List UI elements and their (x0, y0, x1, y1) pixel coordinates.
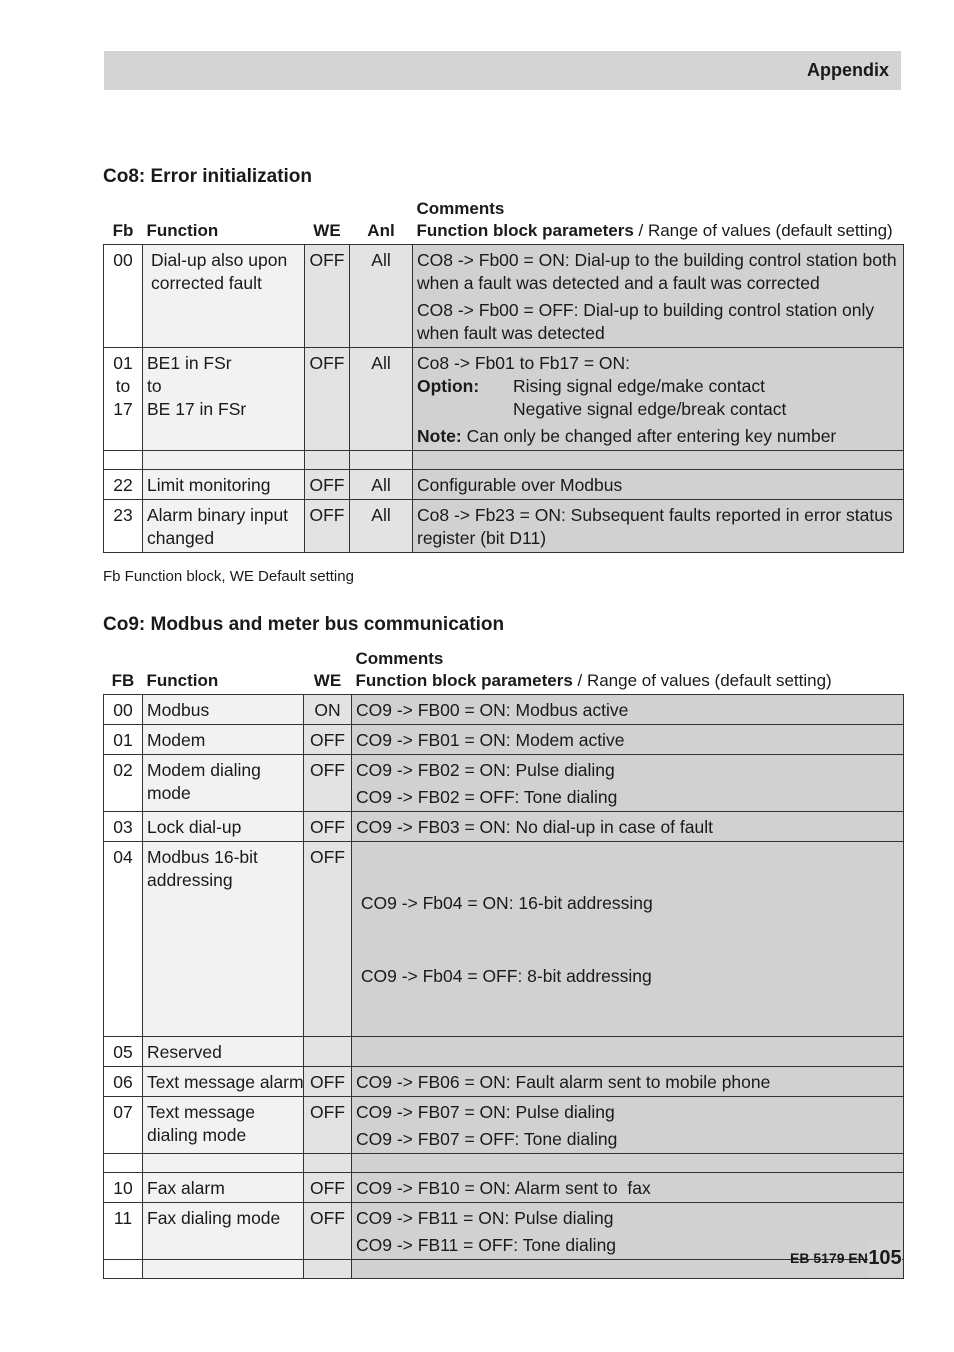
comment-cell (352, 842, 904, 1037)
table-row (104, 500, 904, 553)
comment-main: Co8 -> Fb01 to Fb17 = ON: (417, 353, 631, 373)
comment-off: CO9 -> FB07 = OFF: Tone dialing (356, 1129, 618, 1149)
co8-header-fbp: Function block parameters (416, 221, 634, 240)
co9-header-fb: FB (111, 671, 135, 690)
comment-on: CO9 -> FB02 = ON: Pulse dialing (356, 760, 615, 780)
function-cell: Text message dialing mode (143, 1097, 304, 1154)
we-cell: OFF (304, 1173, 352, 1203)
we-cell: OFF (305, 245, 350, 348)
we-cell: OFF (304, 1203, 352, 1260)
we-cell: OFF (304, 1097, 352, 1154)
section-header-title: Appendix (806, 60, 889, 80)
table-row (104, 245, 904, 348)
anl-cell: All (350, 500, 413, 553)
we-cell: ON (304, 695, 352, 725)
comment-off: CO9 -> FB02 = OFF: Tone dialing (356, 787, 618, 807)
we-cell: OFF (305, 470, 350, 500)
anl-cell: All (350, 348, 413, 451)
function-cell (143, 348, 305, 451)
co8-header-comments-label: Comments (416, 199, 505, 218)
table-row (104, 1037, 904, 1067)
co9-header-range: / Range of values (default setting) (572, 671, 832, 690)
option-value-2: Negative signal edge/break contact (513, 399, 787, 419)
table-row (104, 695, 904, 725)
page-number: 105 (868, 1240, 902, 1276)
function-cell: Fax alarm (143, 1173, 304, 1203)
comment-cell: CO9 -> FB00 = ON: Modbus active (352, 695, 904, 725)
fb-start: 01 (113, 353, 133, 373)
co8-table (103, 198, 904, 553)
anl-cell: All (350, 470, 413, 500)
co9-header-fbp: Function block parameters (355, 671, 573, 690)
table-row-empty (104, 1260, 904, 1279)
fb-cell: 05 (104, 1037, 143, 1067)
option-value-1: Rising signal edge/make contact (513, 376, 765, 396)
co8-header-row (104, 198, 904, 245)
fb-cell: 03 (104, 812, 143, 842)
we-cell: OFF (305, 500, 350, 553)
function-end: BE 17 in FSr (147, 399, 247, 419)
co9-header-comments-label: Comments (355, 649, 444, 668)
we-cell: OFF (304, 812, 352, 842)
comment-on: CO9 -> FB07 = ON: Pulse dialing (356, 1102, 615, 1122)
comment-cell (413, 348, 904, 451)
comment-cell (352, 1037, 904, 1067)
comment-on: CO9 -> Fb04 = ON: 16-bit addressing (356, 893, 653, 913)
comment-on: CO8 -> Fb00 = ON: Dial-up to the building control station both when a fault was detected and a fault was corrected (417, 250, 897, 293)
table-row (104, 755, 904, 812)
document-id: EB 5179 EN (790, 1250, 868, 1266)
fb-cell: 00 (104, 695, 143, 725)
option-label: Option: (417, 376, 480, 396)
fb-cell: 10 (104, 1173, 143, 1203)
co8-title: Co8: Error initialization (103, 166, 313, 187)
function-to: to (147, 376, 162, 396)
fb-cell: 11 (104, 1203, 143, 1260)
fb-cell: 07 (104, 1097, 143, 1154)
comment-cell: CO9 -> FB06 = ON: Fault alarm sent to mobile phone (352, 1067, 904, 1097)
function-cell: Modbus (143, 695, 304, 725)
table-row (104, 842, 904, 1037)
fb-cell: 22 (104, 470, 143, 500)
fb-cell: 01 (104, 725, 143, 755)
note (417, 425, 899, 448)
fb-to: to (115, 376, 131, 396)
co8-footnote: Fb Function block, WE Default setting (103, 568, 354, 585)
comment-cell (352, 1097, 904, 1154)
table-row (104, 348, 904, 451)
co9-header-function: Function (146, 671, 219, 690)
co9-header-we: WE (313, 671, 342, 690)
table-row (104, 1097, 904, 1154)
function-cell: Modbus 16-bit addressing (143, 842, 304, 1037)
table-row (104, 470, 904, 500)
comment-cell: Configurable over Modbus (413, 470, 904, 500)
function-start: BE1 in FSr (147, 353, 232, 373)
comment-off: CO9 -> FB11 = OFF: Tone dialing (356, 1235, 617, 1255)
we-cell: OFF (304, 1067, 352, 1097)
function-cell: Modem dialing mode (143, 755, 304, 812)
page-footer (790, 1240, 902, 1276)
comment-cell: CO9 -> FB01 = ON: Modem active (352, 725, 904, 755)
table-row (104, 1203, 904, 1260)
co9-header-comments (352, 648, 904, 695)
co9-title: Co9: Modbus and meter bus communication (103, 614, 505, 635)
function-cell: Fax dialing mode (143, 1203, 304, 1260)
co8-header-comments (413, 198, 904, 245)
fb-cell: 02 (104, 755, 143, 812)
function-cell: Limit monitoring (143, 470, 305, 500)
function-cell: Alarm binary input changed (143, 500, 305, 553)
we-cell: OFF (304, 842, 352, 1037)
co8-header-range: / Range of values (default setting) (633, 221, 893, 240)
comment-cell: CO9 -> FB03 = ON: No dial-up in case of fault (352, 812, 904, 842)
fb-cell: 00 (104, 245, 143, 348)
we-cell: OFF (305, 348, 350, 451)
fb-cell: 04 (104, 842, 143, 1037)
we-cell: OFF (304, 725, 352, 755)
co8-header-function: Function (146, 221, 219, 240)
table-row-empty (104, 451, 904, 470)
table-row (104, 1173, 904, 1203)
function-cell: Lock dial-up (143, 812, 304, 842)
option-row (417, 398, 899, 421)
comment-off: CO9 -> Fb04 = OFF: 8-bit addressing (356, 966, 652, 986)
comment-off: CO8 -> Fb00 = OFF: Dial-up to building control station only when fault was detected (417, 300, 875, 343)
co8-header-fb: Fb (112, 221, 134, 240)
fb-cell: 23 (104, 500, 143, 553)
we-cell (304, 1037, 352, 1067)
comment-cell: CO9 -> FB10 = ON: Alarm sent to fax (352, 1173, 904, 1203)
co8-header-anl: Anl (367, 221, 395, 240)
table-row (104, 812, 904, 842)
table-row-empty (104, 1154, 904, 1173)
option-row (417, 375, 899, 398)
co8-header-we: WE (313, 221, 341, 240)
header-band (104, 51, 901, 90)
co9-table (103, 648, 904, 1279)
function-cell: Reserved (143, 1037, 304, 1067)
fb-cell: 06 (104, 1067, 143, 1097)
we-cell: OFF (304, 755, 352, 812)
anl-cell: All (350, 245, 413, 348)
fb-cell (104, 348, 143, 451)
function-cell: Dial-up also upon corrected fault (143, 245, 305, 348)
fb-end: 17 (113, 399, 133, 419)
comment-cell (413, 245, 904, 348)
function-cell: Modem (143, 725, 304, 755)
note-label: Note: (417, 426, 462, 446)
comment-cell: Co8 -> Fb23 = ON: Subsequent faults reported in error status register (bit D11) (413, 500, 904, 553)
function-cell: Text message alarm (143, 1067, 304, 1097)
co9-header-row (104, 648, 904, 695)
table-row (104, 1067, 904, 1097)
note-text: Can only be changed after entering key number (461, 426, 837, 446)
comment-cell (352, 755, 904, 812)
comment-on: CO9 -> FB11 = ON: Pulse dialing (356, 1208, 614, 1228)
table-row (104, 725, 904, 755)
